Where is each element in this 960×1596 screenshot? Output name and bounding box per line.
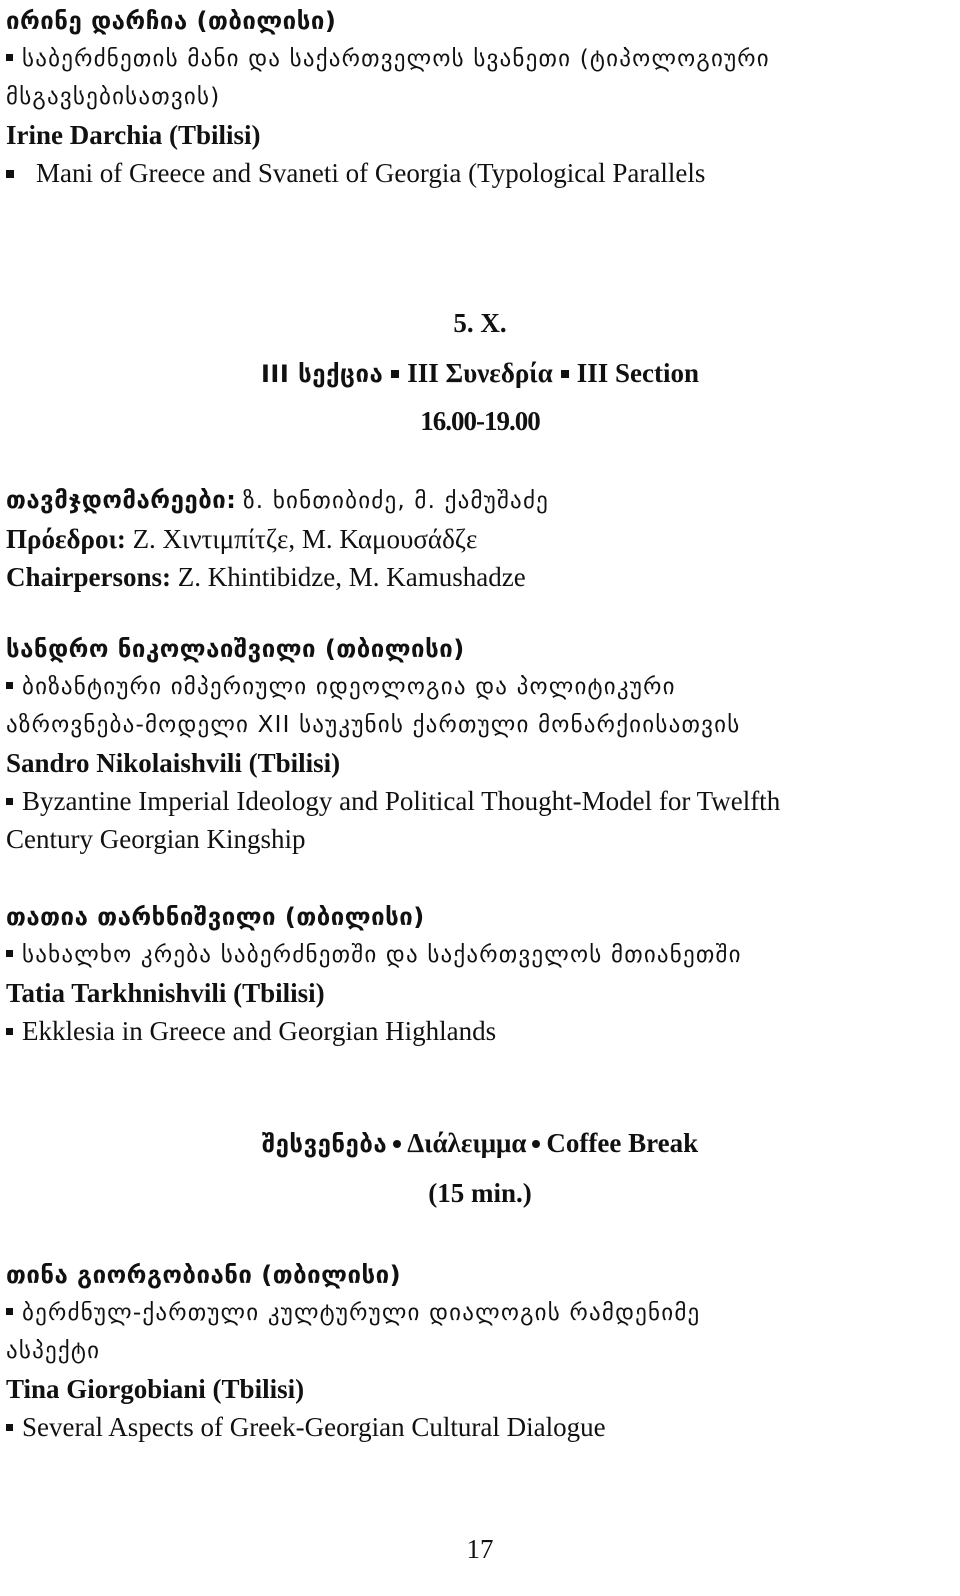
section-label-ka: III სექცია bbox=[261, 360, 384, 388]
bullet-icon bbox=[6, 54, 13, 61]
author-ka: თათია თარხნიშვილი (თბილისი) bbox=[6, 903, 425, 931]
bullet-icon bbox=[6, 682, 13, 689]
separator-dot-icon bbox=[532, 1140, 540, 1148]
talk-title-en: Byzantine Imperial Ideology and Political Thought-Model for Twelfth bbox=[6, 782, 946, 820]
chairs-label-en: Chairpersons: bbox=[6, 562, 172, 592]
separator-dot-icon bbox=[393, 1140, 401, 1148]
talk-title-ka-cont: მსგავსებისათვის) bbox=[6, 84, 221, 110]
bullet-icon bbox=[6, 170, 14, 178]
talk-title-ka: ბერძნულ-ქართული კულტურული დიალოგის რამდენიმე bbox=[6, 1294, 946, 1332]
section-label-gr: III Συνεδρία bbox=[407, 358, 553, 388]
talk-entry-tarkhnishvili bbox=[6, 898, 946, 1050]
author-en: Irine Darchia (Tbilisi) bbox=[6, 120, 261, 150]
talk-title-ka-cont: აზროვნება-მოდელი XII საუკუნის ქართული მონარქიისათვის bbox=[6, 712, 741, 738]
separator-icon bbox=[391, 370, 399, 378]
session-heading bbox=[0, 354, 960, 393]
author-en: Sandro Nikolaishvili (Tbilisi) bbox=[6, 748, 341, 778]
talk-entry-nikolaishvili bbox=[6, 630, 946, 858]
separator-icon bbox=[561, 370, 569, 378]
chairs-names-gr: Z. Χιντιμπίτζε, M. Καμουσάδζε bbox=[132, 524, 478, 554]
chairs-label-ka: თავმჯდომარეები: bbox=[6, 486, 237, 514]
chairs-ka bbox=[6, 480, 946, 520]
author-en: Tina Giorgobiani (Tbilisi) bbox=[6, 1374, 305, 1404]
chairpersons bbox=[6, 480, 946, 596]
break-label-gr: Διάλειμμα bbox=[407, 1128, 527, 1158]
break-label-en: Coffee Break bbox=[546, 1128, 699, 1158]
break-label-ka: შესვენება bbox=[261, 1130, 388, 1158]
session-date: 5. X. bbox=[453, 308, 507, 338]
chairs-gr bbox=[6, 520, 946, 558]
bullet-icon bbox=[6, 1308, 13, 1315]
author-ka: სანდრო ნიკოლაიშვილი (თბილისი) bbox=[6, 635, 465, 663]
chairs-label-gr: Πρόεδροι: bbox=[6, 524, 126, 554]
chairs-names-ka: ზ. ხინთიბიძე, მ. ქამუშაძე bbox=[243, 488, 550, 514]
talk-title-en-cont: Century Georgian Kingship bbox=[6, 824, 306, 854]
talk-title-ka: ბიზანტიური იმპერიული იდეოლოგია და პოლიტიკური bbox=[6, 668, 946, 706]
page-number: 17 bbox=[466, 1534, 494, 1564]
author-ka: ირინე დარჩია (თბილისი) bbox=[6, 7, 337, 35]
bullet-icon bbox=[6, 798, 13, 805]
bullet-icon bbox=[6, 950, 13, 957]
section-label-en: III Section bbox=[576, 358, 699, 388]
talk-title-en: Ekklesia in Greece and Georgian Highlands bbox=[6, 1012, 946, 1050]
coffee-break bbox=[0, 1124, 960, 1163]
chairs-names-en: Z. Khintibidze, M. Kamushadze bbox=[177, 562, 526, 592]
talk-title-en: Several Aspects of Greek-Georgian Cultural Dialogue bbox=[6, 1408, 946, 1446]
author-ka: თინა გიორგობიანი (თბილისი) bbox=[6, 1261, 402, 1289]
bullet-icon bbox=[6, 1424, 13, 1431]
author-en: Tatia Tarkhnishvili (Tbilisi) bbox=[6, 978, 325, 1008]
talk-title-ka: სახალხო კრება საბერძნეთში და საქართველოს მთიანეთში bbox=[6, 936, 946, 974]
talk-title-ka: საბერძნეთის მანი და საქართველოს სვანეთი (ტიპოლოგიური bbox=[6, 40, 946, 78]
session-time: 16.00-19.00 bbox=[420, 406, 540, 436]
talk-title-en: Mani of Greece and Svaneti of Georgia (Typological Parallels bbox=[6, 154, 946, 192]
bullet-icon bbox=[6, 1028, 13, 1035]
talk-title-ka-cont: ასპექტი bbox=[6, 1338, 101, 1364]
talk-entry-giorgobiani bbox=[6, 1256, 946, 1446]
chairs-en bbox=[6, 558, 946, 596]
talk-entry-darchia bbox=[6, 2, 946, 192]
break-duration: (15 min.) bbox=[428, 1178, 532, 1208]
